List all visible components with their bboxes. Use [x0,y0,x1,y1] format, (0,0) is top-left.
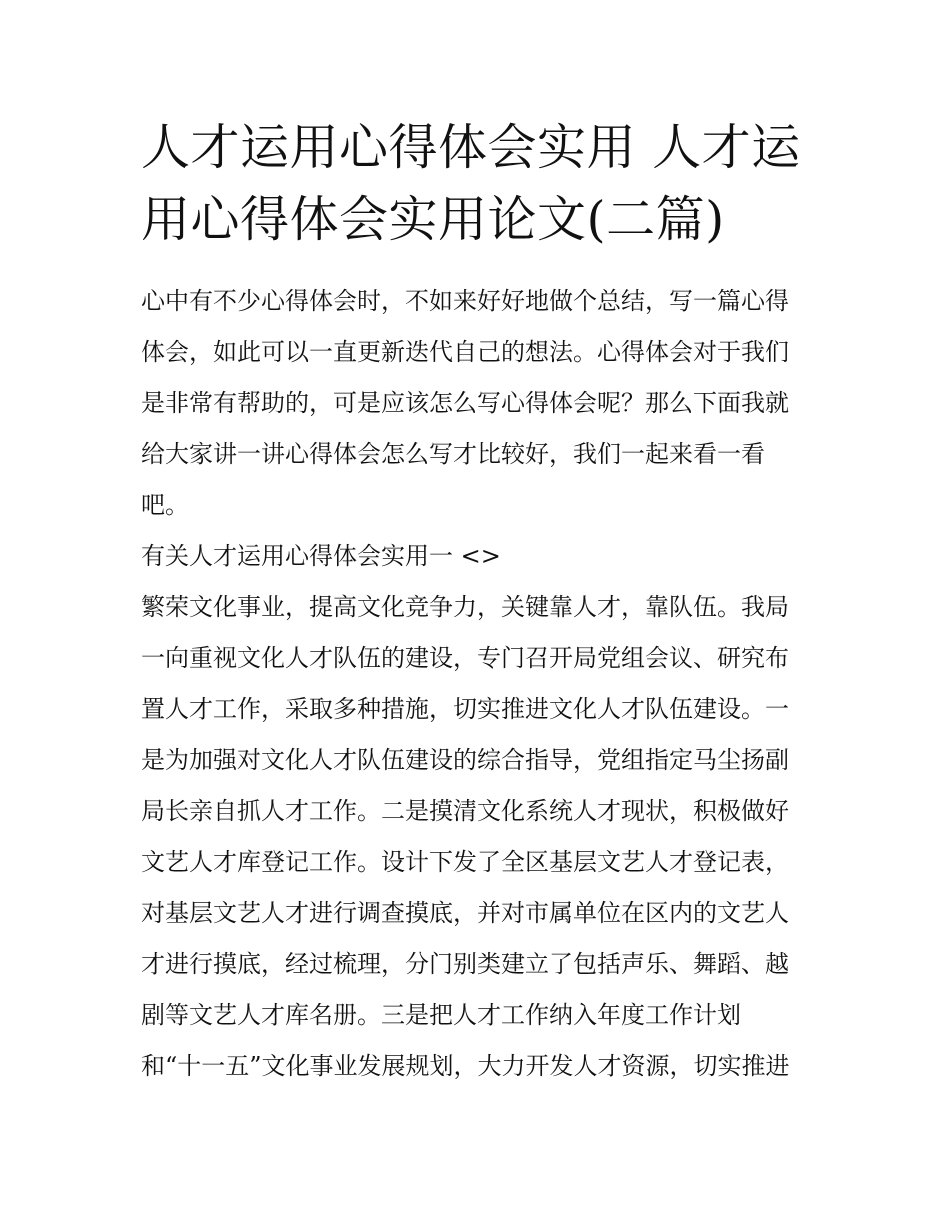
body-line: 是非常有帮助的，可是应该怎么写心得体会呢？那么下面我就 [141,389,789,417]
body-line: 一向重视文化人才队伍的建设，专门召开局党组会议、研究布 [141,644,789,672]
body-line: 吧。 [141,491,189,519]
body-line: 心中有不少心得体会时，不如来好好地做个总结，写一篇心得 [141,287,789,315]
body-line: 置人才工作，采取多种措施，切实推进文化人才队伍建设。一 [141,695,789,723]
body-line: 和“十一五”文化事业发展规划，大力开发人才资源，切实推进 [141,1052,790,1080]
body-line: 局长亲自抓人才工作。二是摸清文化系统人才现状，积极做好 [141,797,789,825]
document-title [141,112,821,256]
body-line: 是为加强对文化人才队伍建设的综合指导，党组指定马尘扬副 [141,746,789,774]
body-line: 繁荣文化事业，提高文化竞争力，关键靠人才，靠队伍。我局 [141,593,789,621]
body-line: 剧等文艺人才库名册。三是把人才工作纳入年度工作计划 [141,1001,741,1029]
body-line: 对基层文艺人才进行调查摸底，并对市属单位在区内的文艺人 [141,899,789,927]
title-line: 用心得体会实用论文(二篇) [141,191,725,248]
body-line: 才进行摸底，经过梳理，分门别类建立了包括声乐、舞蹈、越 [141,950,789,978]
body-line: 体会，如此可以一直更新迭代自己的想法。心得体会对于我们 [141,338,789,366]
body-line: 文艺人才库登记工作。设计下发了全区基层文艺人才登记表， [141,848,789,876]
body-line: 给大家讲一讲心得体会怎么写才比较好，我们一起来看一看 [141,440,765,468]
section-heading: 有关人才运用心得体会实用一 <> [141,542,501,570]
document-body [141,276,821,1092]
title-line: 人才运用心得体会实用 人才运 [141,119,801,176]
